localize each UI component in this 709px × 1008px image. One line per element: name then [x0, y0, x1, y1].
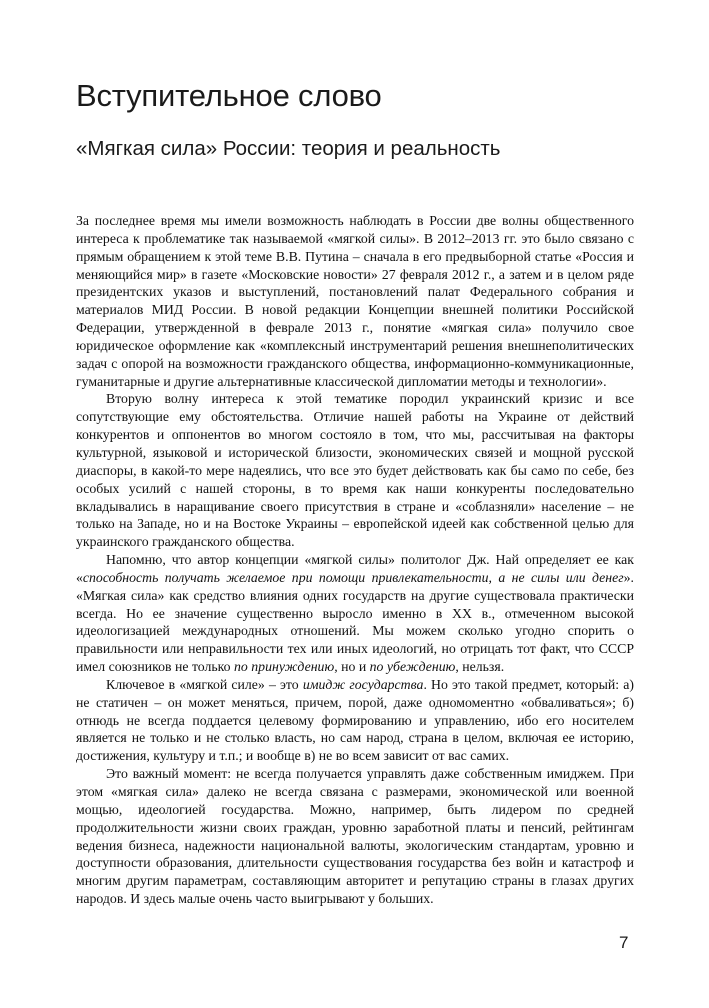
- paragraph-3-italic-coercion: по принуждению: [234, 659, 335, 675]
- page-subtitle: «Мягкая сила» России: теория и реальность: [76, 137, 501, 160]
- paragraph-1: За последнее время мы имели возможность наблюдать в России две волны общественного интереса к проблематике так называемой «мягкой силы». В 2012–2013 гг. это было связано с прямым обращением к этой теме В.В. Путина – сначала в его предвыборной статье «Россия и меняющийся мир» в газете «Московские новости» 27 февраля 2012 г., а затем и в целом ряде президентских указов и выступлений, постановлений палат Федерального собрания и материалов МИД России. В новой редакции Концепции внешней политики Российской Федерации, утвержденной в феврале 2013 г., понятие «мягкая сила» получило свое юридическое оформление как «комплексный инструментарий решения внешнеполитических задач с опорой на возможности гражданского общества, информационно-коммуникационные, гуманитарные и другие альтернативные классической дипломатии методы и технологии».: [76, 213, 634, 389]
- paragraph-4: [76, 676, 634, 765]
- paragraph-2: Вторую волну интереса к этой тематике породил украинский кризис и все сопутствующие ему обстоятельства. Отличие нашей работы на Украине от действий конкурентов и оппонентов во многом состояло в том, что мы, рассчитывая на факторы культурной, языковой и исторической близости, экономических связей и мощной русской диаспоры, в какой-то мере надеялись, что все это будет действовать как бы само по себе, без особых усилий с нашей стороны, в то время как наши конкуренты последовательно вкладывались в наращивание своего присутствия в стране и «соблазняли» население – не только на Западе, но и на Востоке Украины – европейской идеей как собственной целью для украинского гражданского общества.: [76, 391, 634, 550]
- paragraph-4-italic-image: имидж государства: [302, 676, 424, 692]
- paragraph-3-text-c: ». «Мягкая сила» как средство влияния одних государств на другие существовала практически всегда. Но ее значение существенно выросло именно в XX в., отмеченном высокой идеологизацией международных отношений. Мы можем сколько угодно спорить о правильности или неправильности тех или иных идеологий, но отрицать тот факт, что СССР имел союзников не только: [76, 569, 634, 675]
- paragraph-3: [76, 551, 634, 676]
- page-title: Вступительное слово: [76, 78, 382, 113]
- paragraph-5: Это важный момент: не всегда получается управлять даже собственным имиджем. При этом «мягкая сила» далеко не всегда связана с размерами, экономической или военной мощью, идеологией государства. Можно, например, быть лидером по средней продолжительности жизни своих граждан, уровню заработной платы и пенсий, рейтингам ведения бизнеса, надежности национальной валюты, экологическим стандартам, уровню и доступности образования, длительности существования государства без войн и катастроф и многим другим параметрам, составляющим авторитет и репутацию страны в глазах других народов. И здесь малые очень часто выигрывают у больших.: [76, 766, 634, 907]
- body-text: [76, 212, 634, 908]
- paragraph-4-text-c: . Но это такой предмет, который: а) не статичен – он может меняться, причем, порой, даже одномоментно «обваливаться»; б) отнюдь не всегда поддается целевому формированию и управлению, ибо его носителем является не только и не столько власть, но сам народ, страна в целом, включая ее историю, достижения, культуру и т.п.; и вообще в) не во всем зависит от вас самих.: [76, 676, 634, 764]
- paragraph-3-italic-definition: способность получать желаемое при помощи привлекательности, а не силы или денег: [82, 569, 624, 585]
- paragraph-4-text-a: Ключевое в «мягкой силе» – это: [106, 676, 303, 692]
- paragraph-3-italic-persuasion: по убеждению: [369, 659, 456, 675]
- paragraph-3-text-g: , нельзя.: [455, 659, 505, 675]
- paragraph-3-text-e: , но и: [334, 659, 370, 675]
- paragraph-3-text-a: Напомню, что автор концепции «мягкой силы» политолог Дж. Най определяет ее как «: [76, 552, 634, 585]
- page-number: 7: [619, 933, 629, 952]
